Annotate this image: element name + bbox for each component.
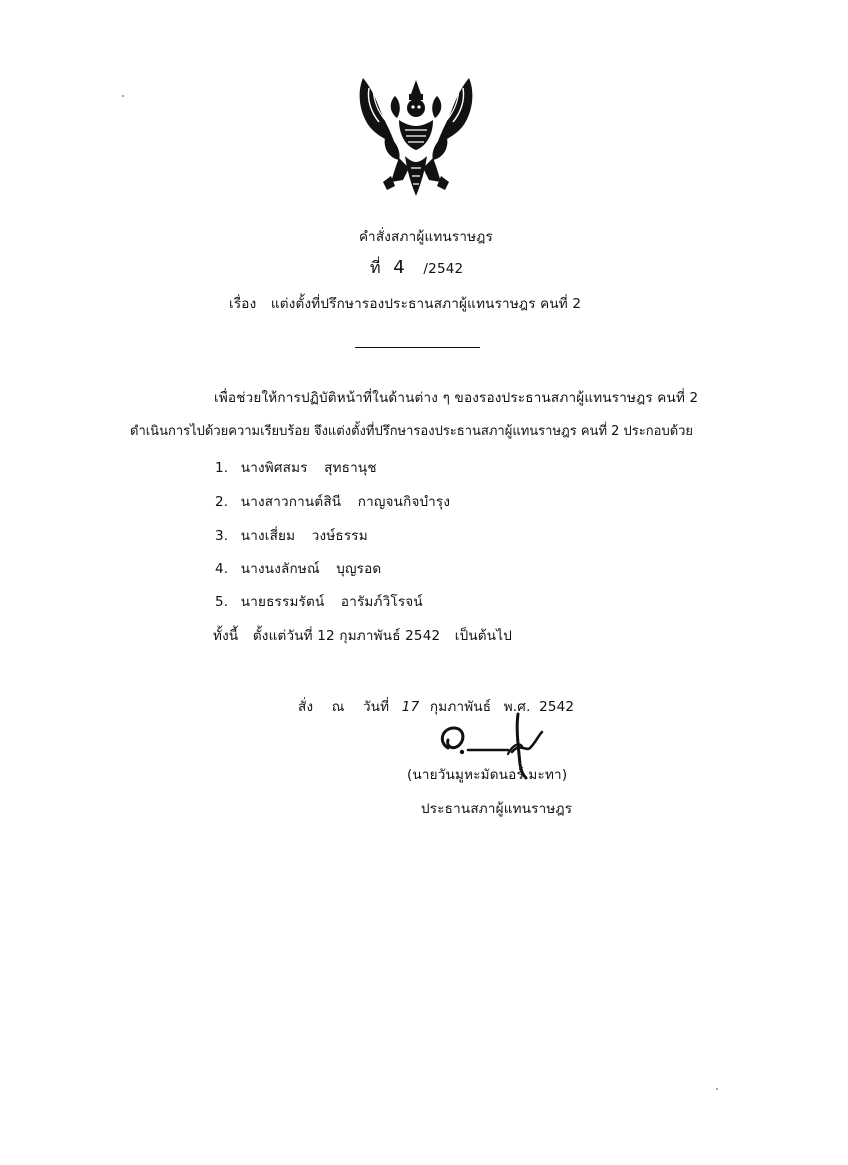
order-number-prefix: ที่ bbox=[370, 258, 381, 277]
list-item-name: นางนงลักษณ์ bbox=[240, 561, 320, 577]
order-date-label: วันที่ bbox=[362, 699, 390, 715]
order-number-year: /2542 bbox=[423, 261, 464, 277]
list-item-surname: กาญจนกิจบำรุง bbox=[357, 494, 451, 510]
order-label: สั่ง bbox=[298, 699, 314, 715]
effective-suffix: เป็นต้นไป bbox=[454, 628, 512, 644]
effective-date-line bbox=[213, 627, 512, 645]
subject-line bbox=[229, 295, 581, 313]
subject-label: เรื่อง bbox=[229, 296, 257, 312]
list-item-name: นายธรรมรัตน์ bbox=[240, 594, 325, 610]
signer-name: (นายวันมูหะมัดนอร์ มะทา) bbox=[407, 767, 568, 783]
list-item-number: 4. bbox=[215, 561, 229, 577]
order-number-line bbox=[370, 259, 463, 278]
list-item-name: นางสาวกานต์สินี bbox=[240, 494, 342, 510]
list-item-number: 1. bbox=[215, 460, 229, 476]
effective-prefix: ทั้งนี้ bbox=[213, 628, 239, 644]
garuda-emblem-icon bbox=[355, 72, 477, 204]
body-paragraph-line-1: เพื่อช่วยให้การปฏิบัติหน้าที่ในด้านต่าง ๆ ของรองประธานสภาผู้แทนราษฎร คนที่ 2 bbox=[214, 390, 699, 406]
order-title: คำสั่งสภาผู้แทนราษฎร bbox=[359, 229, 493, 245]
list-item bbox=[215, 527, 368, 545]
list-item-number: 3. bbox=[215, 528, 229, 544]
list-item-surname: สุทธานุช bbox=[324, 460, 377, 476]
effective-text: ตั้งแต่วันที่ 12 กุมภาพันธ์ 2542 bbox=[252, 628, 441, 644]
list-item bbox=[215, 493, 450, 511]
body-paragraph-line-2: ดำเนินการไปด้วยความเรียบร้อย จึงแต่งตั้งที่ปรึกษารองประธานสภาผู้แทนราษฎร คนที่ 2 ประกอบด้วย bbox=[130, 424, 694, 439]
order-year: 2542 bbox=[539, 699, 575, 715]
list-item-number: 5. bbox=[215, 594, 229, 610]
list-item-name: นางเสี่ยม bbox=[240, 528, 296, 544]
header-divider bbox=[355, 347, 480, 348]
scan-speck bbox=[716, 1088, 718, 1090]
order-at: ณ bbox=[331, 699, 345, 715]
list-item-surname: อารัมภ์วิโรจน์ bbox=[340, 594, 423, 610]
order-era: พ.ศ. bbox=[503, 699, 531, 715]
list-item-surname: วงษ์ธรรม bbox=[311, 528, 368, 544]
order-number-value: 4 bbox=[393, 257, 405, 278]
order-day: 17 bbox=[401, 699, 420, 715]
list-item bbox=[215, 459, 377, 477]
list-item bbox=[215, 560, 381, 578]
list-item-number: 2. bbox=[215, 494, 229, 510]
list-item-name: นางพิศสมร bbox=[240, 460, 308, 476]
signer-title: ประธานสภาผู้แทนราษฎร bbox=[421, 801, 573, 817]
scan-speck bbox=[122, 95, 124, 97]
order-month: กุมภาพันธ์ bbox=[429, 699, 492, 715]
list-item bbox=[215, 593, 423, 611]
list-item-surname: บุญรอด bbox=[336, 561, 382, 577]
subject-text: แต่งตั้งที่ปรึกษารองประธานสภาผู้แทนราษฎร คนที่ 2 bbox=[270, 296, 582, 312]
